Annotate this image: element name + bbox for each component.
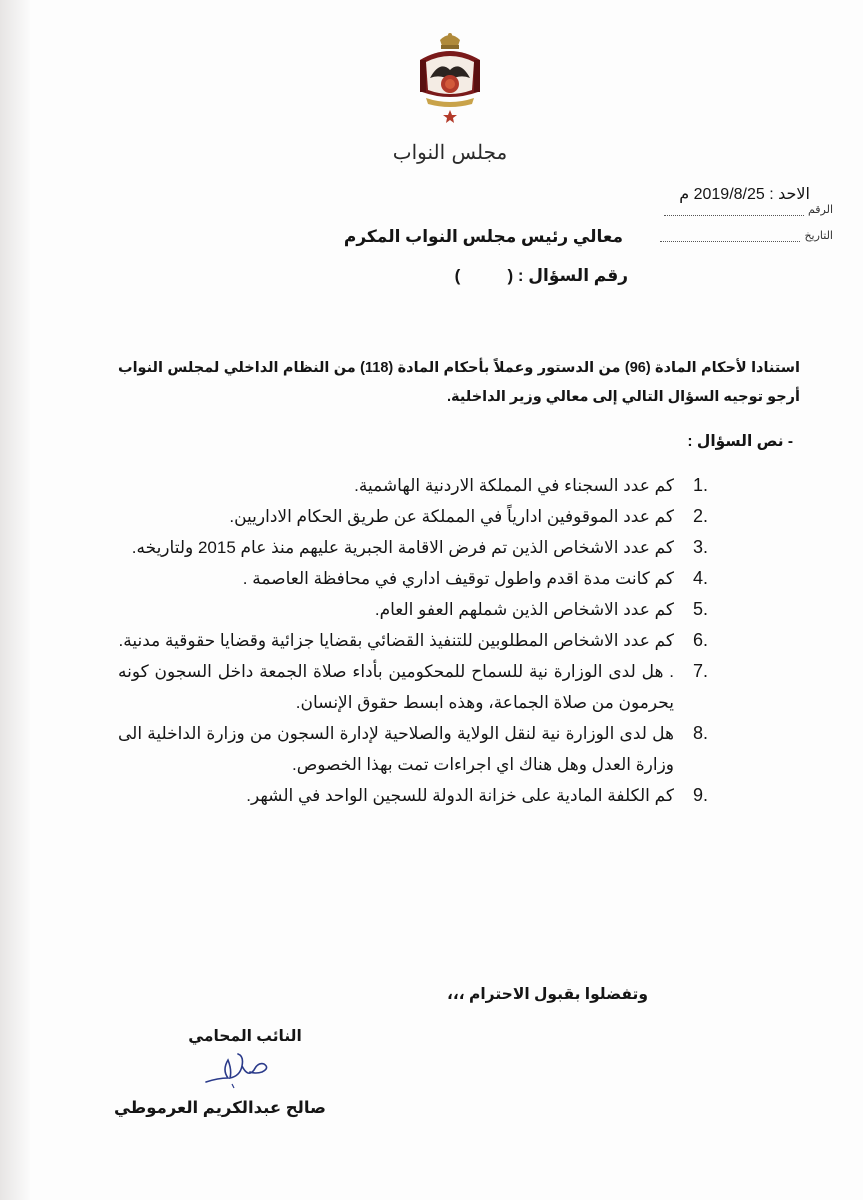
jordan-coat-of-arms-icon xyxy=(414,30,486,130)
question-number-label: 3. xyxy=(692,537,708,557)
letter-date: الاحد : 2019/8/25 م xyxy=(679,186,810,203)
question-item xyxy=(118,470,708,501)
question-number-label: 8. xyxy=(692,723,708,743)
question-number-label: 9. xyxy=(692,785,708,805)
question-item xyxy=(118,532,708,563)
question-text: كم عدد الاشخاص الذين شملهم العفو العام. xyxy=(374,600,674,619)
question-text: كم كانت مدة اقدم واطول توقيف اداري في محافظة العاصمة . xyxy=(242,569,674,588)
question-item xyxy=(118,625,708,656)
reference-dotted-line xyxy=(664,207,804,216)
question-text: كم الكلفة المادية على خزانة الدولة للسجين الواحد في الشهر. xyxy=(246,786,674,805)
question-number-label: 5. xyxy=(692,599,708,619)
addressee: معالي رئيس مجلس النواب المكرم xyxy=(343,227,623,246)
question-item xyxy=(118,780,708,811)
question-item xyxy=(118,563,708,594)
question-number-label: 2. xyxy=(692,506,708,526)
question-number xyxy=(423,266,628,286)
question-text: كم عدد الاشخاص المطلوبين للتنفيذ القضائي بقضايا جزائية وقضايا حقوقية مدنية. xyxy=(118,631,674,650)
question-number-blank xyxy=(423,266,513,286)
signer-name: صالح عبدالكريم العرموطي xyxy=(113,1099,326,1117)
question-text: كم عدد السجناء في المملكة الاردنية الهاشمية. xyxy=(354,476,674,495)
question-text: كم عدد الموقوفين ادارياً في المملكة عن طريق الحكام الاداريين. xyxy=(229,507,674,526)
council-name-calligraphy: مجلس النواب xyxy=(392,140,508,164)
question-number-label: 6. xyxy=(692,630,708,650)
question-item xyxy=(118,594,708,625)
question-text: هل لدى الوزارة نية لنقل الولاية والصلاحية لإدارة السجون من وزارة الداخلية الى وزارة العدل وهل هناك اي اجراءات تمت بهذا الخصوص. xyxy=(118,724,674,774)
question-number-label: 7. xyxy=(692,661,708,681)
question-text: كم عدد الاشخاص الذين تم فرض الاقامة الجبرية عليهم منذ عام 2015 ولتاريخه. xyxy=(131,538,674,557)
date-field xyxy=(660,229,833,242)
question-number-label: 1. xyxy=(692,475,708,495)
page-edge-shadow xyxy=(0,0,30,1200)
close-paren: ) xyxy=(454,266,461,285)
questions-list xyxy=(118,470,708,811)
date-label: التاريخ xyxy=(804,230,833,242)
intro-paragraph: استنادا لأحكام المادة (96) من الدستور وعملاً بأحكام المادة (118) من النظام الداخلي لمجلس النواب أرجو توجيه السؤال التالي إلى معالي وزير الداخلية. xyxy=(118,360,801,405)
question-text: . هل لدى الوزارة نية للسماح للمحكومين بأداء صلاة الجمعة داخل السجون كونه يحرمون من صلاة الجماعة، وهذه ابسط حقوق الإنسان. xyxy=(118,662,674,712)
handwritten-signature-icon xyxy=(198,1048,278,1090)
signer-title: النائب المحامي xyxy=(188,1028,302,1045)
open-paren: ( xyxy=(507,266,514,285)
reference-number-field xyxy=(664,203,833,216)
question-number-label: 4. xyxy=(692,568,708,588)
question-item xyxy=(118,501,708,532)
reference-label: الرقم xyxy=(807,204,833,216)
closing-salutation: وتفضلوا بقبول الاحترام ،،، xyxy=(447,986,648,1003)
questions-heading: - نص السؤال : xyxy=(687,433,793,450)
question-item xyxy=(118,656,708,718)
question-number-label: رقم السؤال : xyxy=(517,266,628,285)
date-dotted-line xyxy=(660,233,800,242)
question-item xyxy=(118,718,708,780)
